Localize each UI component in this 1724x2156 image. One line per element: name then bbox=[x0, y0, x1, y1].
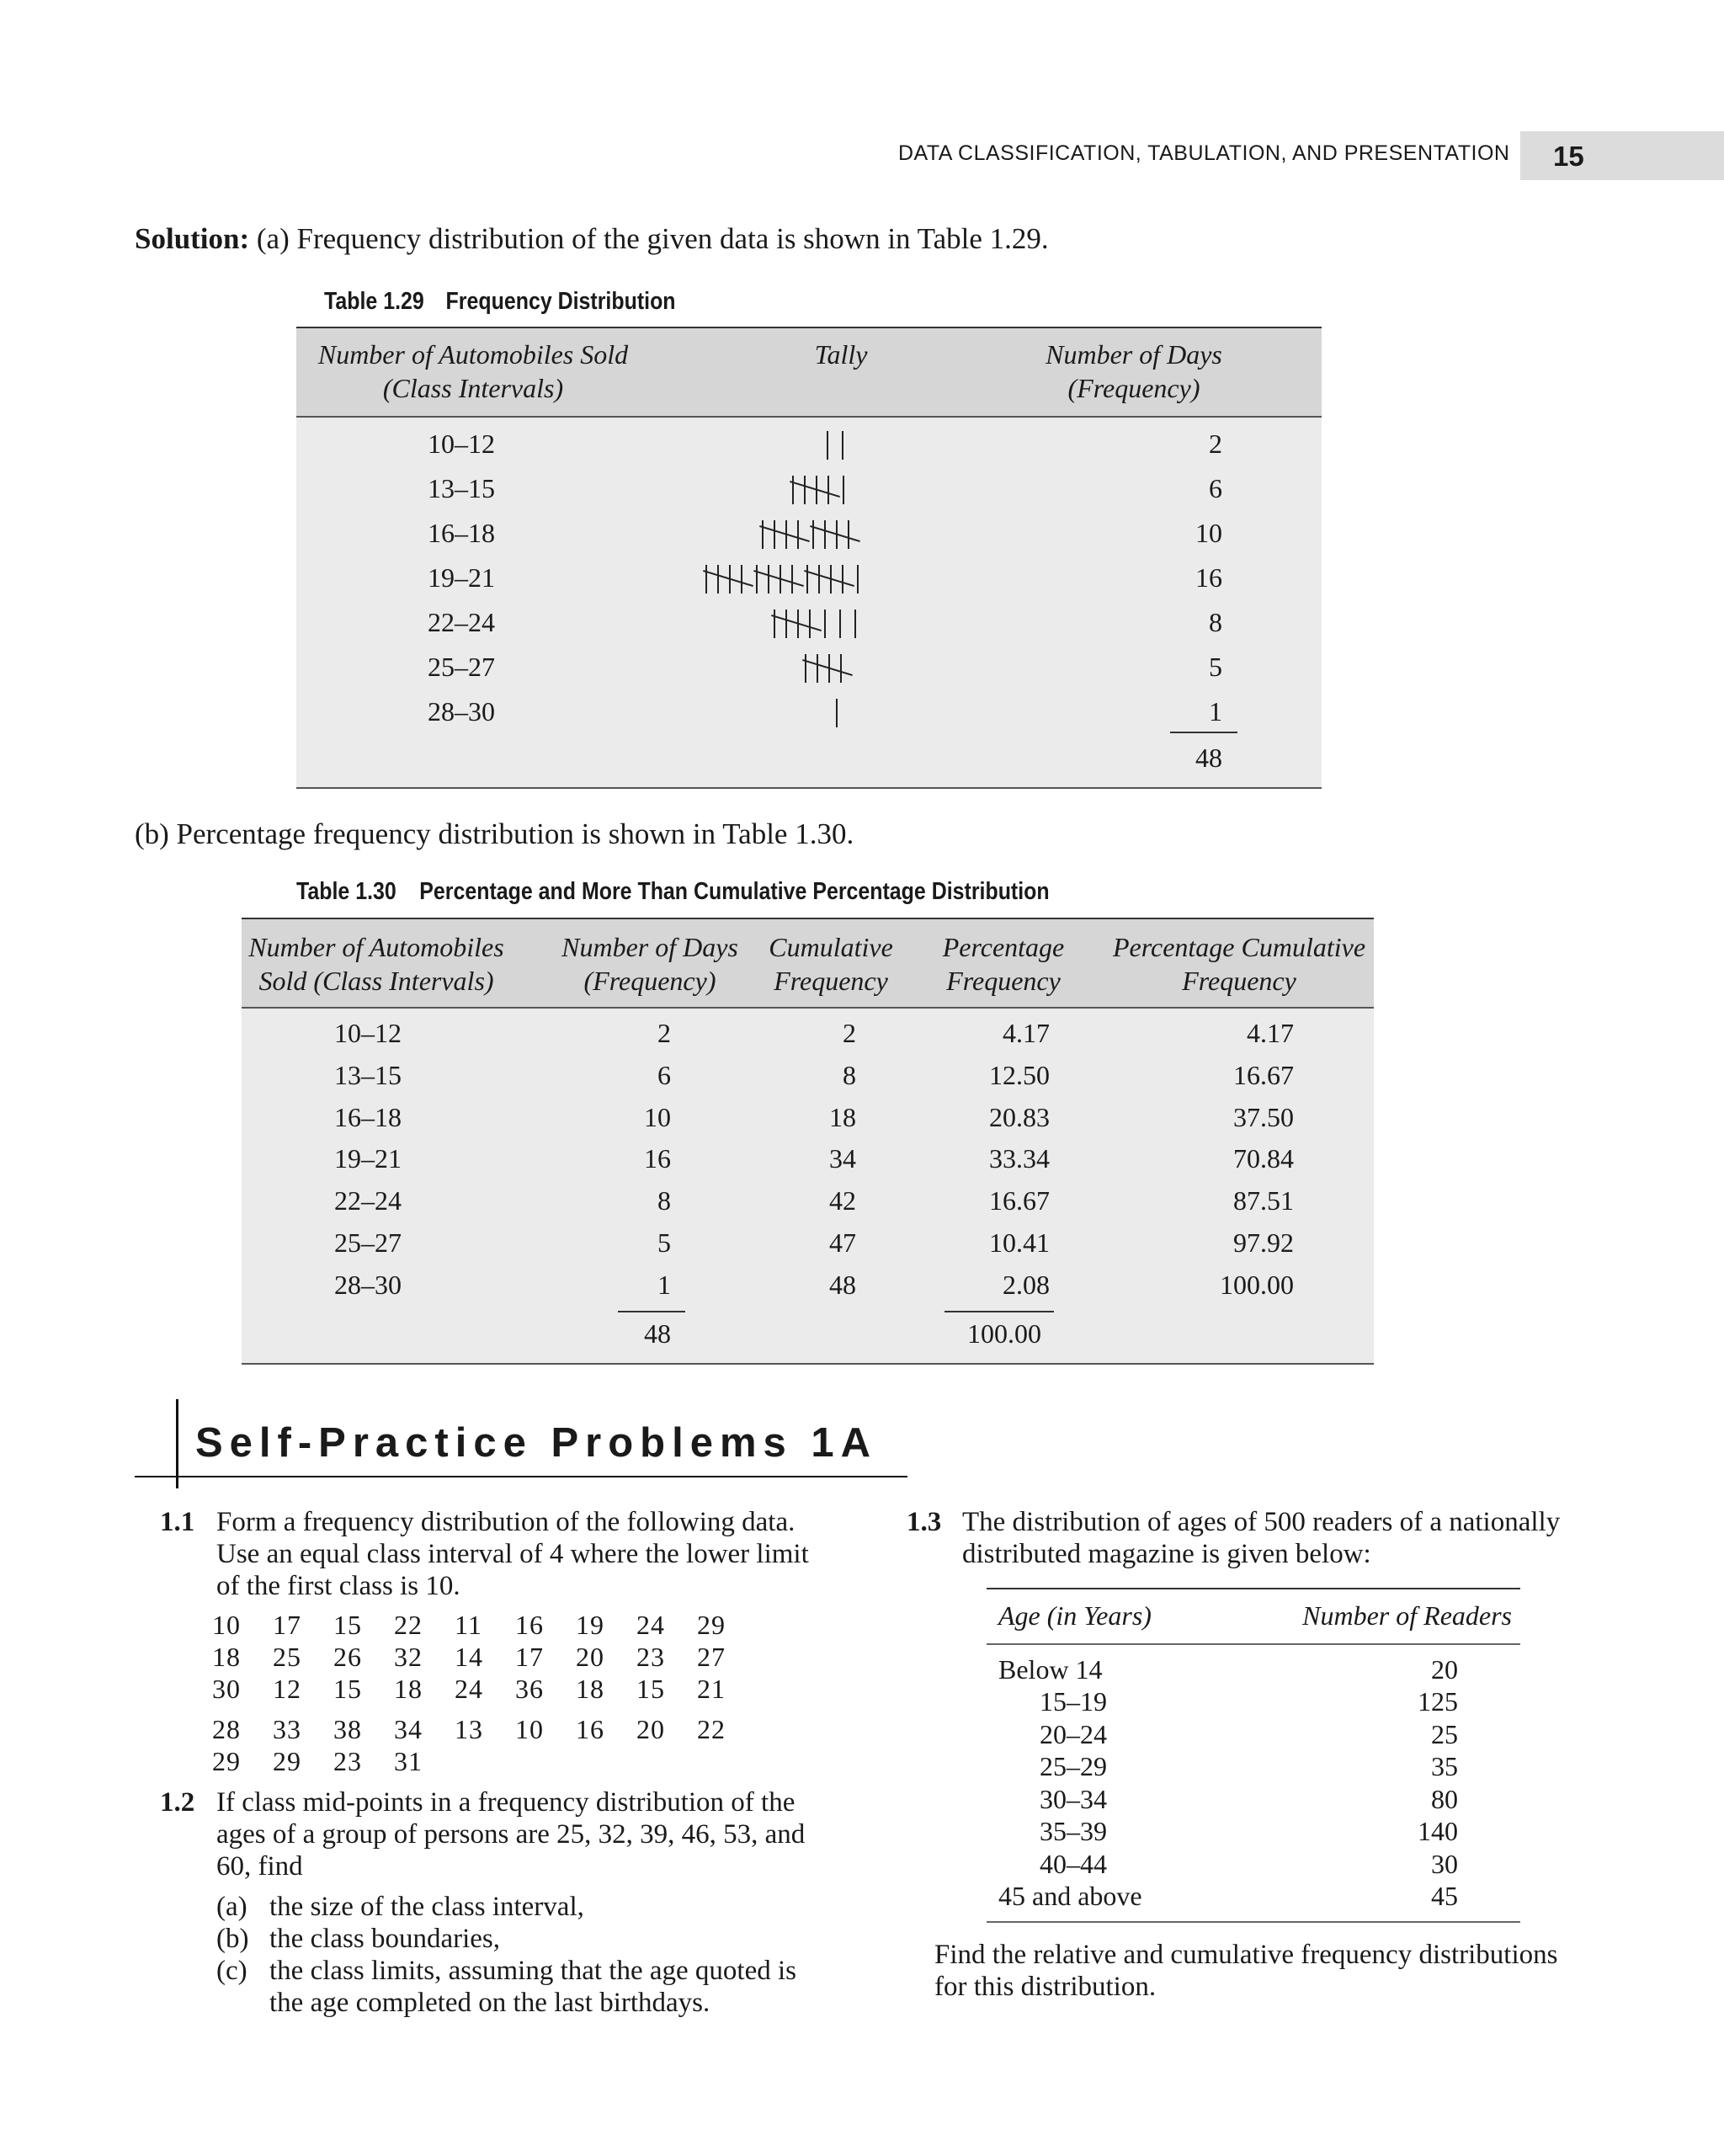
age-cell: 15–19 bbox=[1040, 1686, 1107, 1717]
class-interval-cell: 28–30 bbox=[334, 1270, 402, 1300]
frequency-cell: 16 bbox=[1195, 562, 1222, 593]
problem-1-2-line: If class mid-points in a frequency distribution of the bbox=[216, 1787, 795, 1818]
percentage-cell: 2.08 bbox=[1003, 1270, 1050, 1300]
frequency-cell: 10 bbox=[644, 1102, 671, 1132]
readers-cell: 35 bbox=[1431, 1751, 1458, 1781]
class-interval-cell: 25–27 bbox=[334, 1227, 402, 1258]
problem-number: 1.3 bbox=[907, 1507, 942, 1537]
problem-1-3-line: The distribution of ages of 500 readers of a nationally bbox=[962, 1507, 1561, 1537]
tally-marks bbox=[774, 606, 870, 638]
cumulative-frequency-cell: 42 bbox=[829, 1185, 856, 1216]
frequency-cell: 5 bbox=[1209, 652, 1222, 682]
header-tally: Tally bbox=[814, 339, 868, 370]
readers-cell: 20 bbox=[1431, 1654, 1458, 1685]
data-row: 18 25 26 32 14 17 20 23 27 bbox=[212, 1642, 726, 1672]
header-percentage-frequency: Percentage Frequency bbox=[942, 932, 1065, 996]
header-age: Age (in Years) bbox=[998, 1600, 1152, 1631]
class-interval-cell: 19–21 bbox=[428, 562, 495, 593]
cumulative-frequency-cell: 18 bbox=[829, 1102, 856, 1132]
readers-cell: 140 bbox=[1418, 1816, 1458, 1846]
percentage-cell: 12.50 bbox=[989, 1060, 1050, 1090]
page-number-tab bbox=[1520, 131, 1724, 180]
cumulative-percentage-cell: 16.67 bbox=[1233, 1060, 1294, 1090]
class-interval-cell: 22–24 bbox=[334, 1185, 402, 1216]
sub-item-label: (a) bbox=[216, 1892, 247, 1922]
cumulative-percentage-cell: 100.00 bbox=[1220, 1270, 1294, 1300]
age-cell: 30–34 bbox=[1040, 1784, 1107, 1814]
data-row: 29 29 23 31 bbox=[212, 1746, 423, 1776]
problem-number: 1.2 bbox=[160, 1787, 195, 1818]
frequency-cell: 5 bbox=[657, 1227, 671, 1258]
sub-item-text: the class boundaries, bbox=[269, 1924, 501, 1954]
class-interval-cell: 13–15 bbox=[334, 1060, 402, 1090]
tally-marks bbox=[705, 562, 872, 594]
data-row: 30 12 15 18 24 36 18 15 21 bbox=[212, 1674, 726, 1704]
cumulative-frequency-cell: 2 bbox=[843, 1018, 856, 1048]
cumulative-percentage-cell: 70.84 bbox=[1233, 1143, 1294, 1174]
problem-1-3-footer: for this distribution. bbox=[934, 1972, 1157, 2002]
sub-item-label: (b) bbox=[216, 1924, 249, 1954]
sub-item-label: (c) bbox=[216, 1956, 247, 1986]
section-title: Self-Practice Problems 1A bbox=[195, 1420, 878, 1466]
frequency-cell: 6 bbox=[657, 1060, 671, 1090]
percentage-cell: 33.34 bbox=[989, 1143, 1050, 1174]
readers-cell: 125 bbox=[1418, 1686, 1458, 1717]
sum-rule bbox=[618, 1311, 685, 1312]
table-130-number: Table 1.30 bbox=[296, 878, 396, 905]
percentage-total: 100.00 bbox=[967, 1318, 1041, 1349]
problem-number: 1.1 bbox=[160, 1507, 195, 1537]
frequency-cell: 10 bbox=[1195, 518, 1222, 548]
problem-1-2-line: ages of a group of persons are 25, 32, 39, 46, 53, and bbox=[216, 1819, 806, 1850]
problem-1-3-footer: Find the relative and cumulative frequency distributions bbox=[934, 1940, 1558, 1970]
cumulative-percentage-cell: 97.92 bbox=[1233, 1227, 1294, 1258]
class-interval-cell: 25–27 bbox=[428, 652, 495, 682]
solution-text: (a) Frequency distribution of the given data is shown in Table 1.29. bbox=[256, 222, 1049, 255]
age-cell: 35–39 bbox=[1040, 1816, 1107, 1846]
table-130-title: Percentage and More Than Cumulative Percentage Distribution bbox=[419, 878, 1050, 905]
table-130-caption bbox=[296, 878, 1050, 906]
frequency-cell: 8 bbox=[1209, 607, 1222, 637]
sub-item-text: the age completed on the last birthdays. bbox=[269, 1988, 710, 2018]
class-interval-cell: 22–24 bbox=[428, 607, 495, 637]
cumulative-frequency-cell: 47 bbox=[829, 1227, 856, 1258]
part-b-paragraph: (b) Percentage frequency distribution is shown in Table 1.30. bbox=[135, 817, 854, 850]
header-frequency: Number of Days (Frequency) bbox=[1046, 339, 1222, 403]
sub-item-text: the size of the class interval, bbox=[269, 1892, 584, 1922]
age-distribution-table bbox=[987, 1588, 1520, 1924]
frequency-cell: 8 bbox=[657, 1185, 671, 1216]
table-129-title: Frequency Distribution bbox=[445, 288, 676, 315]
cumulative-frequency-cell: 34 bbox=[829, 1143, 856, 1174]
age-cell: 40–44 bbox=[1040, 1849, 1107, 1879]
solution-paragraph bbox=[135, 221, 1049, 258]
readers-cell: 30 bbox=[1431, 1849, 1458, 1879]
tally-marks bbox=[836, 695, 851, 727]
data-row: 28 33 38 34 13 10 16 20 22 bbox=[212, 1714, 726, 1744]
readers-cell: 25 bbox=[1431, 1719, 1458, 1749]
table-130-header bbox=[242, 919, 1374, 1009]
frequency-cell: 2 bbox=[657, 1018, 671, 1048]
percentage-distribution-table bbox=[242, 918, 1374, 1365]
cumulative-frequency-cell: 8 bbox=[843, 1060, 856, 1090]
frequency-cell: 2 bbox=[1209, 429, 1222, 459]
table-129-number: Table 1.29 bbox=[324, 288, 424, 315]
header-rule bbox=[987, 1643, 1520, 1645]
table-129-header bbox=[296, 328, 1322, 418]
cumulative-frequency-cell: 48 bbox=[829, 1270, 856, 1300]
section-underline bbox=[135, 1476, 907, 1477]
age-cell: Below 14 bbox=[998, 1654, 1103, 1685]
percentage-cell: 4.17 bbox=[1003, 1018, 1050, 1048]
cumulative-percentage-cell: 37.50 bbox=[1233, 1102, 1294, 1132]
class-interval-cell: 19–21 bbox=[334, 1143, 402, 1174]
header-readers: Number of Readers bbox=[1302, 1600, 1512, 1631]
table-129-caption bbox=[324, 288, 676, 316]
header-class-intervals: Number of Automobiles Sold (Class Intervals) bbox=[317, 339, 629, 403]
tally-marks bbox=[762, 517, 863, 549]
age-cell: 20–24 bbox=[1040, 1719, 1107, 1749]
cumulative-percentage-cell: 4.17 bbox=[1247, 1018, 1294, 1048]
tally-marks bbox=[827, 428, 857, 460]
readers-cell: 45 bbox=[1431, 1881, 1458, 1911]
age-cell: 45 and above bbox=[998, 1881, 1142, 1911]
sum-rule bbox=[944, 1311, 1054, 1312]
header-percentage-cumulative-frequency: Percentage Cumulative Frequency bbox=[1112, 932, 1366, 996]
table-bottom-rule bbox=[987, 1921, 1520, 1923]
frequency-total: 48 bbox=[644, 1318, 671, 1349]
cumulative-percentage-cell: 87.51 bbox=[1233, 1185, 1294, 1216]
tally-marks bbox=[792, 472, 858, 504]
class-interval-cell: 10–12 bbox=[334, 1018, 402, 1048]
header-class-intervals: Number of Automobiles Sold (Class Intervals) bbox=[248, 932, 504, 996]
frequency-total: 48 bbox=[1195, 743, 1222, 773]
class-interval-cell: 16–18 bbox=[334, 1102, 402, 1132]
percentage-cell: 20.83 bbox=[989, 1102, 1050, 1132]
frequency-distribution-table bbox=[296, 327, 1322, 789]
percentage-cell: 16.67 bbox=[989, 1185, 1050, 1216]
class-interval-cell: 13–15 bbox=[428, 473, 495, 503]
sub-item-text: the class limits, assuming that the age quoted is bbox=[269, 1956, 796, 1986]
header-cumulative-frequency: Cumulative Frequency bbox=[769, 932, 893, 996]
readers-cell: 80 bbox=[1431, 1784, 1458, 1814]
problem-1-1-line: of the first class is 10. bbox=[216, 1571, 460, 1601]
problem-1-3-line: distributed magazine is given below: bbox=[962, 1539, 1371, 1569]
header-frequency: Number of Days (Frequency) bbox=[561, 932, 738, 996]
frequency-cell: 6 bbox=[1209, 473, 1222, 503]
frequency-cell: 1 bbox=[1209, 696, 1222, 727]
sum-rule bbox=[1170, 732, 1237, 733]
solution-label: Solution: bbox=[135, 222, 250, 255]
running-head: DATA CLASSIFICATION, TABULATION, AND PRESENTATION bbox=[898, 141, 1510, 165]
class-interval-cell: 16–18 bbox=[428, 518, 495, 548]
percentage-cell: 10.41 bbox=[989, 1227, 1050, 1258]
data-row: 10 17 15 22 11 16 19 24 29 bbox=[212, 1610, 726, 1640]
tally-marks bbox=[805, 651, 855, 683]
table-top-rule bbox=[987, 1588, 1520, 1589]
age-cell: 25–29 bbox=[1040, 1751, 1107, 1781]
page-number: 15 bbox=[1553, 141, 1584, 172]
frequency-cell: 16 bbox=[644, 1143, 671, 1174]
class-interval-cell: 28–30 bbox=[428, 696, 495, 727]
problem-1-1-line: Use an equal class interval of 4 where the lower limit bbox=[216, 1539, 809, 1569]
problem-1-2-line: 60, find bbox=[216, 1851, 303, 1882]
frequency-cell: 1 bbox=[657, 1270, 671, 1300]
class-interval-cell: 10–12 bbox=[428, 429, 495, 459]
problem-1-1-line: Form a frequency distribution of the following data. bbox=[216, 1507, 795, 1537]
